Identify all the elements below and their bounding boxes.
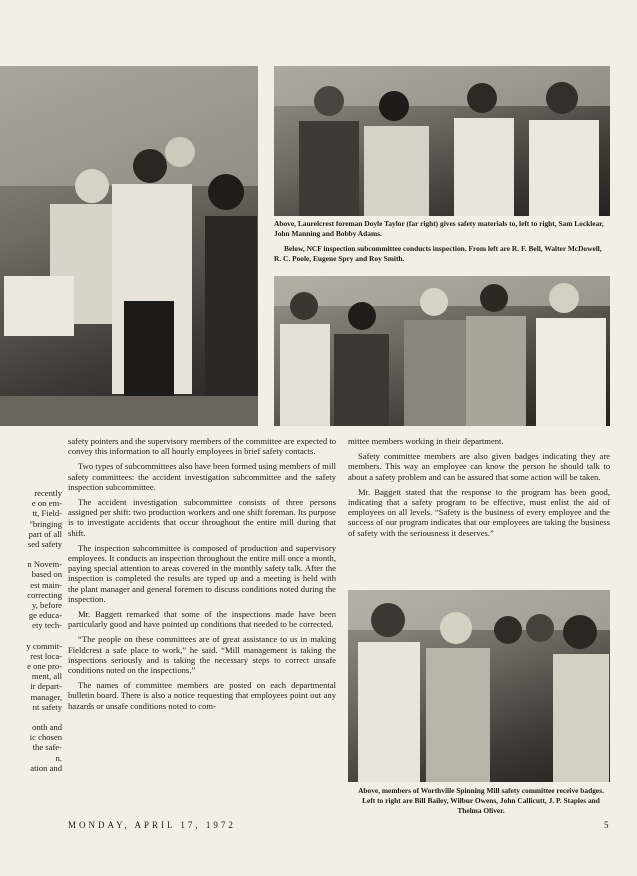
paragraph: The names of committee members are posted on each departmental bulletin board. There is also a notice requesting that employees point out any hazards or unsafe conditions noted to com- xyxy=(68,680,336,711)
paragraph: The inspection subcommittee is composed of production and supervisory employees. It conducts an inspection throughout the entire mill once a month, paying special attention to areas covered in the monthly safety talk. After the inspection is completed the results are typed up and a meeting is held with the plant manager and general foremen to discuss conditions noted during the inspection. xyxy=(68,542,336,604)
article-right-column xyxy=(348,436,610,543)
fragment-line xyxy=(0,712,62,722)
paragraph: safety pointers and the supervisory members of the committee are expected to convey this information to all hourly employees in brief safety contacts. xyxy=(68,436,336,457)
footer-page-number: 5 xyxy=(604,820,609,830)
fragment-line: manager, xyxy=(30,691,62,702)
caption-top-right-1: Above, Laurelcrest foreman Doyle Taylor (far right) gives safety materials to, left to right, Sam Locklear, John Manning and Bobby Adams. xyxy=(274,219,604,238)
fragment-line: nt safety xyxy=(32,701,62,712)
photo-worthville-safety-badges xyxy=(348,590,610,782)
photo-figures xyxy=(274,66,610,216)
photo-laurelcrest-safety-materials xyxy=(274,66,610,216)
paragraph: Mr. Baggett stated that the response to the program has been good, indicating that a safety program to be effective, must enlist the aid of employees on all levels. “Safety is the business of every employee and the success of our program indicates that our employees are taking the business of safety with the seriousness it deserves.” xyxy=(348,486,610,538)
fragment-line xyxy=(0,631,62,641)
fragment-line: part of all xyxy=(28,528,62,539)
fragment-line: tt, Field- xyxy=(32,508,62,519)
fragment-line: e on em- xyxy=(31,498,62,509)
fragment-line: the safe- xyxy=(32,742,62,753)
photo-ncf-inspection-subcommittee xyxy=(274,276,610,426)
photo-figures xyxy=(348,590,610,782)
photo-inspection-group xyxy=(0,66,258,426)
fragment-line: correcting xyxy=(27,589,62,600)
paragraph: The accident investigation subcommittee consists of three persons assigned per shift: two production workers and one shift foreman. Its purpose is to investigate accidents that occur throughout the entire mill during that shift. xyxy=(68,497,336,538)
fragment-line xyxy=(0,549,62,559)
caption-top-right-2: Below, NCF inspection subcommittee conducts inspection. From left are R. F. Bell, Walter McDowell, R. C. Poole, Eugene Spry and Roy Smith. xyxy=(274,244,602,263)
fragment-line: est main- xyxy=(30,579,62,590)
fragment-line: e one pro- xyxy=(27,661,62,672)
fragment-line: n Novem- xyxy=(27,559,62,570)
fragment-line: ety tech- xyxy=(32,620,62,631)
caption-bottom-right: Above, members of Worthville Spinning Mill safety committee receive badges. Left to right are Bill Bailey, Wilbur Owens, John Callicutt, J. P. Staples and Thelma Oliver. xyxy=(358,786,604,815)
fragment-line: ation and xyxy=(30,762,62,773)
paragraph: mittee members working in their department. xyxy=(348,436,504,446)
footer-date: MONDAY, APRIL 17, 1972 xyxy=(68,820,236,830)
photo-figures xyxy=(0,66,258,426)
fragment-line: rest loca- xyxy=(30,650,62,661)
fragment-line: recently xyxy=(34,488,62,498)
fragment-line: ic chosen xyxy=(29,732,62,743)
left-column-fragments xyxy=(0,488,62,773)
fragment-line: ment, all xyxy=(31,671,62,682)
fragment-line: sed safety xyxy=(27,539,62,550)
paragraph: Safety committee members are also given badges indicating they are members. This way an employee can know the person he should talk to about a safety problem and can be assured that some action will be taken. xyxy=(348,451,610,482)
fragment-line: onth and xyxy=(32,722,62,733)
fragment-line: y, before xyxy=(32,600,62,611)
fragment-line: n. xyxy=(55,752,62,763)
photo-figures xyxy=(274,276,610,426)
article-middle-column xyxy=(68,436,336,716)
fragment-line: ir depart- xyxy=(30,681,62,692)
fragment-line: "bringing xyxy=(29,518,62,529)
fragment-line: based on xyxy=(31,569,62,580)
fragment-line: y commit- xyxy=(26,640,62,651)
paragraph: Two types of subcommittees also have been formed using members of mill safety committees: the accident investigation subcommittee and the safety inspection subcommittee. xyxy=(68,461,336,492)
paragraph: Mr. Baggett remarked that some of the inspections made have been particularly good and have pointed up conditions that needed to be corrected. xyxy=(68,609,336,630)
paragraph: “The people on these committees are of great assistance to us in making Fieldcrest a safe place to work,” he said. “Mill management is taking the inspections seriously and is taking the necessary steps to correct unsafe conditions noted on the inspections.” xyxy=(68,634,336,676)
fragment-line: ge educa- xyxy=(28,610,62,621)
